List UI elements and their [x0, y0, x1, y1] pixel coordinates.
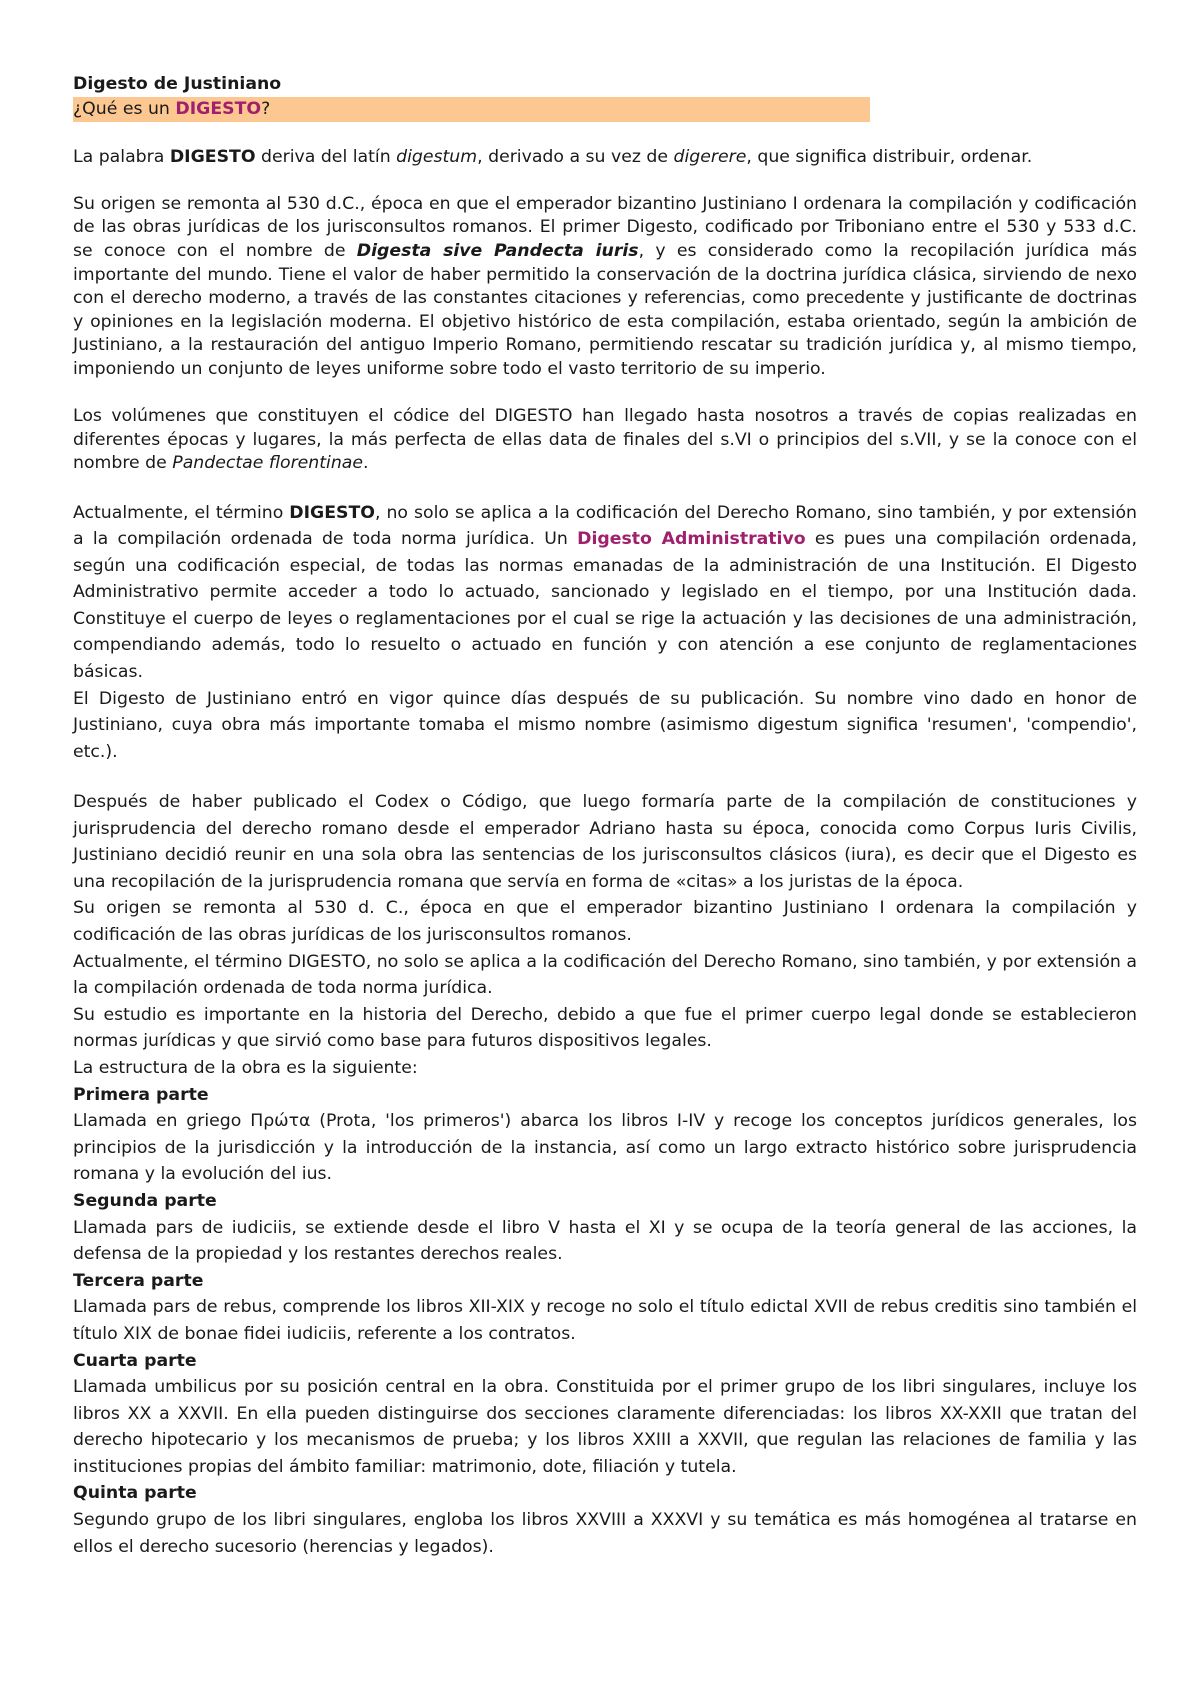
paragraph-origin-repeat: Su origen se remonta al 530 d. C., época en que el emperador bizantino Justiniano I ordenara la compilación y codificación de las obras jurídicas de los jurisconsultos romanos. [73, 898, 1137, 945]
question-heading [73, 97, 870, 122]
paragraph-importance: Su estudio es importante en la historia del Derecho, debido a que fue el primer cuerpo legal donde se establecieron normas jurídicas y que sirvió como base para futuros dispositivos legales. [73, 1004, 1137, 1052]
part-text: Llamada en griego Πρώτα (Prota, 'los primeros') abarca los libros I-IV y recoge los conceptos jurídicos generales, los principios de la jurisdicción y la introducción de la instancia, así como un largo extracto histórico sobre jurisprudencia romana y la evolución del ius. [73, 1111, 1137, 1185]
part-heading: Quinta parte [73, 1483, 197, 1504]
bold-term: DIGESTO [289, 502, 375, 523]
question-suffix: ? [261, 99, 271, 119]
text-run: deriva del latín [255, 146, 397, 167]
text-run: es pues una compilación ordenada, según una codificación especial, de todas las normas emanadas de la administración de una Institución. El Digesto Administrativo permite acceder a todo lo actuado, sancionado y legislado en el tiempo, por una Institución dada. Constituye el cuerpo de leyes o reglamentaciones por el cual se rige la actuación y las decisiones de una administración, compendiando además, todo lo resuelto o actuado en función y con atención a ese conjunto de reglamentaciones básicas. [73, 529, 1138, 683]
paragraph-current-use-repeat: Actualmente, el término DIGESTO, no solo se aplica a la codificación del Derecho Romano, sino también, y por extensión a la compilación ordenada de toda norma jurídica. [73, 951, 1137, 999]
spacer [73, 765, 1137, 789]
document-page [73, 72, 1137, 1560]
paragraph-origin [73, 193, 1137, 382]
spacer [73, 382, 1137, 406]
part-heading: Segunda parte [73, 1190, 217, 1211]
paragraph-current-use [73, 500, 1137, 686]
text-run: , derivado a su vez de [477, 146, 674, 167]
accent-term: Digesto Administrativo [577, 529, 806, 550]
part-text: Llamada pars de iudiciis, se extiende desde el libro V hasta el XI y se ocupa de la teoría general de las acciones, la defensa de la propiedad y los restantes derechos reales. [73, 1217, 1137, 1265]
text-run: . [363, 453, 369, 474]
bold-italic-term: Digesta sive Pandecta iuris [356, 240, 639, 261]
text-run: , que significa distribuir, ordenar. [746, 146, 1033, 167]
spacer [73, 169, 1137, 193]
italic-term: Pandectae florentinae [172, 453, 364, 474]
paragraph-volumes [73, 405, 1137, 476]
text-run: Los volúmenes que constituyen el códice del DIGESTO han llegado hasta nosotros a través de copias realizadas en diferentes épocas y lugares, la más perfecta de ellas data de finales del s.VI o principios del s.VII, y se la conoce con el nombre de [73, 406, 1137, 474]
italic-term: digerere [673, 146, 747, 167]
part-text: Segundo grupo de los libri singulares, engloba los libros XXVIII a XXXVI y su temática es más homogénea al tratarse en ellos el derecho sucesorio (herencias y legados). [73, 1510, 1137, 1557]
question-emphasis: DIGESTO [175, 99, 262, 119]
part-heading: Tercera parte [73, 1270, 204, 1291]
spacer [73, 122, 1137, 146]
document-title: Digesto de Justiniano [73, 74, 282, 94]
part-heading: Primera parte [73, 1084, 209, 1105]
text-run: , y es considerado como la recopilación jurídica más importante del mundo. Tiene el valor de haber permitido la conservación de la doctrina jurídica clásica, sirviendo de nexo con el derecho moderno, a través de las constantes citaciones y referencias, como precedente y justificante de doctrinas y opiniones en la legislación moderna. El objetivo histórico de esta compilación, estaba orientado, según la ambición de Justiniano, a la restauración del antiguo Imperio Romano, permitiendo rescatar su tradición jurídica y, al mismo tiempo, imponiendo un conjunto de leyes uniforme sobre todo el vasto territorio de su imperio. [73, 240, 1137, 379]
text-run: La palabra [73, 146, 170, 167]
text-run: Actualmente, el término [73, 502, 290, 523]
paragraph-structure-intro: La estructura de la obra es la siguiente: [73, 1057, 418, 1078]
paragraph-etymology [73, 146, 1137, 170]
part-text: Llamada pars de rebus, comprende los libros XII-XIX y recoge no solo el título edictal XVII de rebus creditis sino también el título XIX de bonae fidei iudiciis, referente a los contratos. [73, 1297, 1137, 1344]
question-prefix: ¿Qué es un [73, 99, 176, 119]
paragraph-codex: Después de haber publicado el Codex o Código, que luego formaría parte de la compilación de constituciones y jurisprudencia del derecho romano desde el emperador Adriano hasta su época, conocida como Corpus Iuris Civilis, Justiniano decidió reunir en una sola obra las sentencias de los jurisconsultos clásicos (iura), es decir que el Digesto es una recopilación de la jurisprudencia romana que servía en forma de «citas» a los juristas de la época. [73, 792, 1137, 892]
italic-term: digestum [396, 146, 478, 167]
bold-term: DIGESTO [169, 146, 256, 167]
text-run: Su origen se remonta al 530 d.C., época en que el emperador bizantino Justiniano I ordenara la compilación y codificación de las obras jurídicas de los jurisconsultos romanos. El primer Digesto, codificado por Triboniano entre el 530 y 533 d.C. se conoce con el nombre de [73, 193, 1137, 261]
spacer [73, 476, 1137, 500]
part-text: Llamada umbilicus por su posición central en la obra. Constituida por el primer grupo de los libri singulares, incluye los libros XX a XXVII. En ella pueden distinguirse dos secciones claramente diferenciadas: los libros XX-XXII que tratan del derecho hipotecario y los mecanismos de prueba; y los libros XXIII a XXVII, que regulan las relaciones de familia y las instituciones propias del ámbito familiar: matrimonio, dote, filiación y tutela. [73, 1377, 1137, 1477]
paragraph-entry-into-force: El Digesto de Justiniano entró en vigor quince días después de su publicación. Su nombre vino dado en honor de Justiniano, cuya obra más importante tomaba el mismo nombre (asimismo digestum significa 'resumen', 'compendio', etc.). [73, 688, 1137, 762]
part-heading: Cuarta parte [73, 1350, 197, 1371]
text-run: , no solo se aplica a la codificación del Derecho Romano, sino también, y por extensión a la compilación ordenada de toda norma jurídica. Un [73, 502, 1137, 550]
